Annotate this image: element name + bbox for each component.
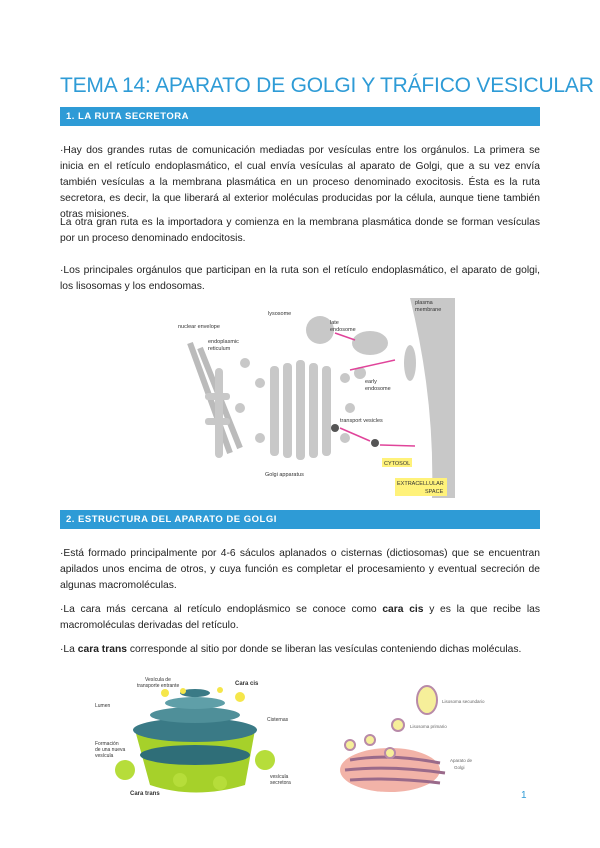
page-number: 1 (521, 790, 527, 801)
label-aparato-golgi: Aparato de (450, 758, 473, 763)
golgi-3d-diagram (95, 675, 310, 805)
page-title: TEMA 14: APARATO DE GOLGI Y TRÁFICO VESICULAR (60, 74, 594, 97)
label-plasma-membrane: membrane (415, 307, 442, 313)
lysosome-golgi-diagram (330, 685, 520, 800)
paragraph: ·Está formado principalmente por 4-6 sáculos aplanados o cisternas (dictiosomas) que se encuentran apilados unos encima de otros, y cuya función es completar el procesamiento y eventual secreción de algunas macromoléculas. (60, 548, 540, 591)
label-transport-vesicles: transport vesicles (340, 418, 383, 424)
label-cytosol: CYTOSOL (384, 461, 411, 467)
paragraph (60, 602, 540, 634)
paragraph (60, 642, 540, 658)
label-secretora: vesícula (270, 774, 289, 780)
bold-term: cara cis (382, 604, 424, 615)
label-formacion: vesícula (95, 753, 114, 759)
label-late-endosome: endosome (330, 327, 356, 333)
paragraph: La otra gran ruta es la importadora y comienza en la membrana plasmática donde se forman vesículas por un proceso denominado endocitosis. (60, 217, 540, 244)
label-secretora: secretora (270, 780, 291, 786)
label-cisternas: Cisternas (267, 717, 289, 723)
plasma-membrane-shape (410, 298, 455, 498)
label-late-endosome: late (330, 320, 339, 326)
label-formacion: de una nueva (95, 747, 126, 753)
label-vesicula: Vesícula de (145, 677, 171, 683)
label-lysosome: lysosome (268, 311, 292, 317)
label-lumen: Lumen (95, 703, 111, 709)
secretory-pathway-diagram (170, 298, 455, 503)
label-plasma-membrane: plasma (415, 300, 433, 306)
label-early-endosome: early (365, 379, 377, 385)
label-er: endoplasmic (208, 339, 239, 345)
label-formacion: Formación (95, 741, 119, 747)
label-extracellular: SPACE (425, 489, 444, 495)
label-aparato-golgi: Golgi (454, 765, 465, 770)
label-er: reticulum (208, 346, 231, 352)
label-golgi: Golgi apparatus (265, 472, 304, 478)
section-heading-2: 2. ESTRUCTURA DEL APARATO DE GOLGI (60, 510, 540, 529)
section-heading-1: 1. LA RUTA SECRETORA (60, 107, 540, 126)
paragraph: ·Hay dos grandes rutas de comunicación mediadas por vesículas entre los orgánulos. La primera se inicia en el retículo endoplasmático, el cual envía vesículas al aparato de Golgi, que a su vez envía también vesículas a la membrana plasmática en un proceso denominado exocitosis. Ésta es la ruta secretora, es decir, la que liberará al exterior moléculas producidas por la célula, aunque tiene también otras misiones. (60, 145, 540, 220)
paragraph: ·Los principales orgánulos que participan en la ruta son el retículo endoplasmático, el aparato de golgi, los lisosomas y los endosomas. (60, 265, 540, 292)
label-lisosoma-primario: Lisosoma primario (410, 724, 447, 729)
label-cara-cis: Cara cis (235, 681, 259, 687)
label-vesicula: transporte entrante (137, 683, 180, 689)
bold-term: cara trans (77, 644, 127, 655)
text: y es la que recibe las macromoléculas derivadas del retículo. (60, 604, 540, 631)
label-cara-trans: Cara trans (130, 791, 160, 797)
text: ·La (60, 644, 78, 655)
text: ·La cara más cercana al retículo endoplásmico se conoce como (60, 604, 383, 615)
label-lisosoma-secundario: Lisosoma secundario (442, 699, 485, 704)
label-nuclear-envelope: nuclear envelope (178, 324, 220, 330)
label-extracellular: EXTRACELLULAR (397, 481, 444, 487)
text: corresponde al sitio por donde se liberan las vesículas conteniendo dichas moléculas. (126, 644, 522, 655)
label-early-endosome: endosome (365, 386, 391, 392)
